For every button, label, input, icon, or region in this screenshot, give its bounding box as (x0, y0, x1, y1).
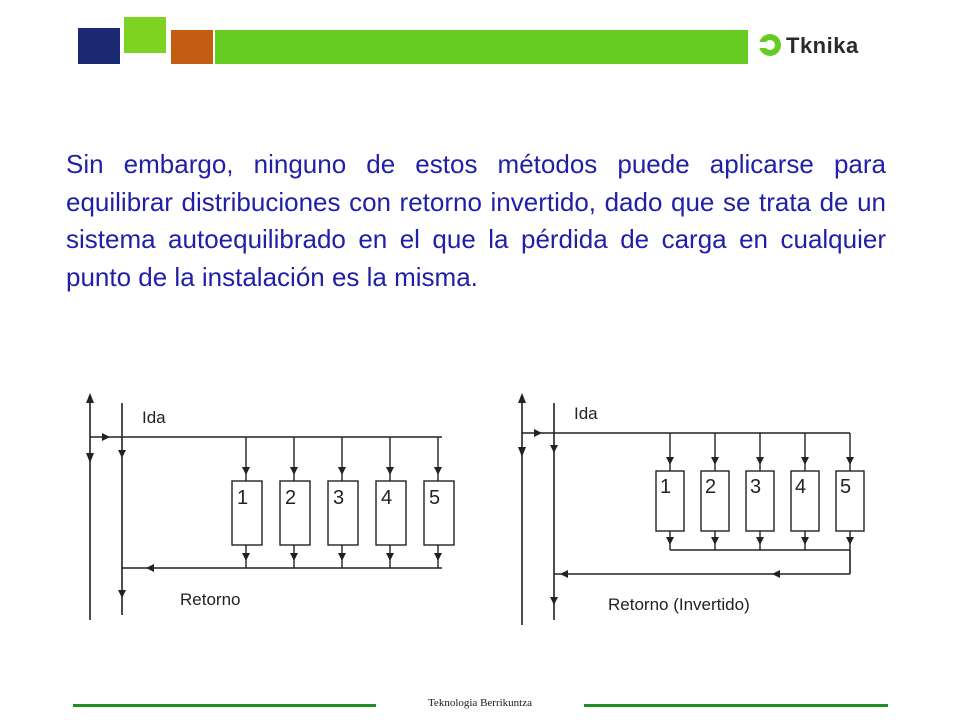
unit-5 (836, 433, 864, 550)
green-square (124, 17, 166, 53)
direct-return-diagram (80, 385, 480, 630)
unit-label: 2 (285, 487, 297, 509)
unit-3 (746, 433, 774, 550)
unit-label: 3 (333, 487, 345, 509)
unit-label: 5 (429, 487, 441, 509)
unit-1 (232, 437, 262, 568)
logo-text: Tknika (786, 33, 859, 58)
unit-2 (280, 437, 310, 568)
unit-4 (791, 433, 819, 550)
footer-line-right (584, 704, 888, 707)
footer-text: Teknologia Berrikuntza (427, 697, 532, 709)
units-left (232, 437, 454, 568)
unit-label: 4 (381, 487, 393, 509)
unit-label: 3 (750, 476, 762, 498)
green-header-bar (215, 30, 748, 64)
return-label: Retorno (Invertido) (608, 595, 750, 614)
return-label: Retorno (180, 590, 241, 609)
logo-mark-icon (759, 34, 781, 56)
units-right (656, 433, 864, 550)
footer-line-left (73, 704, 376, 707)
unit-label: 1 (660, 476, 672, 498)
reverse-return-diagram (512, 385, 882, 630)
unit-2 (701, 433, 729, 550)
unit-label: 1 (237, 487, 249, 509)
orange-square (171, 30, 213, 64)
unit-1 (656, 433, 684, 550)
unit-3 (328, 437, 358, 568)
unit-label: 5 (840, 476, 852, 498)
unit-4 (376, 437, 406, 568)
tknika-logo (756, 28, 890, 64)
unit-label: 4 (795, 476, 807, 498)
unit-5 (424, 437, 454, 568)
supply-label: Ida (574, 404, 598, 423)
navy-square (78, 28, 120, 64)
body-paragraph: Sin embargo, ninguno de estos métodos puede aplicarse para equilibrar distribuciones con retorno invertido, dado que se trata de un sistema autoequilibrado en el que la pérdida de carga en cualquier punto de la instalación es la misma. (66, 149, 886, 292)
supply-label: Ida (142, 408, 166, 427)
unit-label: 2 (705, 476, 717, 498)
